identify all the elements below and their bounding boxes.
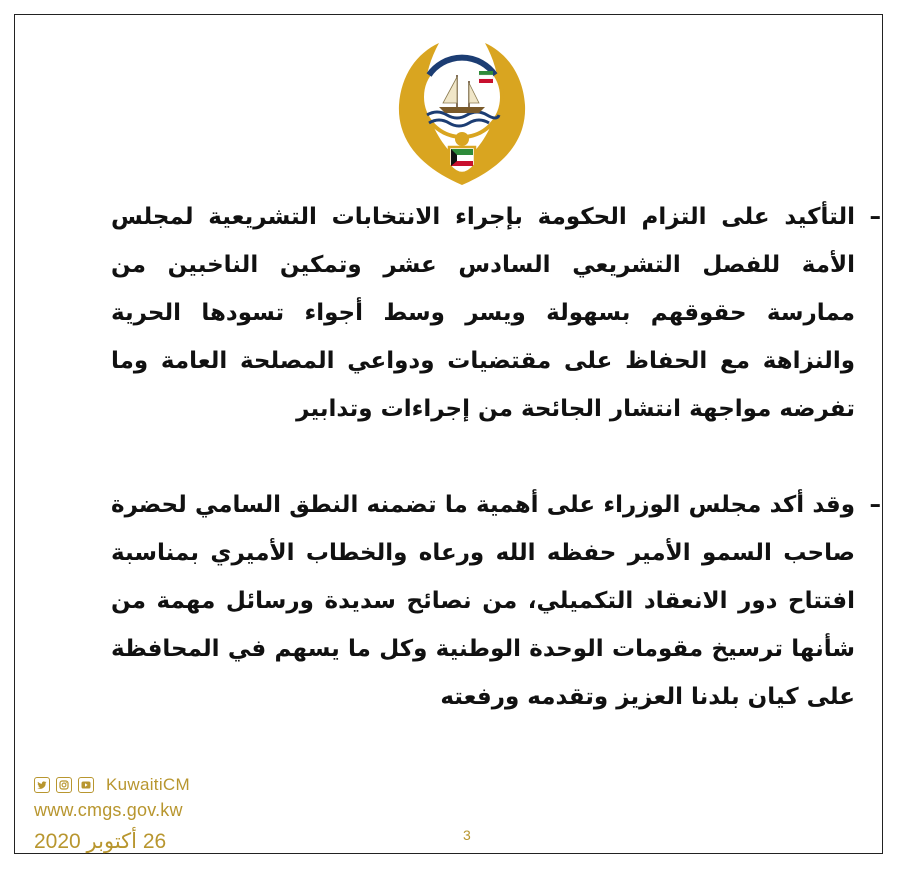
youtube-icon[interactable]	[78, 777, 94, 793]
page-frame	[14, 14, 883, 854]
paragraph-elections	[111, 193, 881, 433]
instagram-icon[interactable]	[56, 777, 72, 793]
page-number: 3	[463, 827, 471, 843]
footer	[34, 774, 190, 854]
bullet-dash: –	[869, 204, 881, 230]
social-row	[34, 774, 190, 796]
paragraph-text: وقد أكد مجلس الوزراء على أهمية ما تضمنه النطق السامي لحضرة صاحب السمو الأمير حفظه الله ورعاه والخطاب الأميري بمناسبة افتتاح دور الانعقاد التكميلي، من نصائح سديدة ورسائل مهمة من شأنها ترسيخ مقومات الوحدة الوطنية وكل ما يسهم في المحافظة على كيان بلدنا العزيز وتقدمه ورفعته	[111, 492, 855, 710]
social-handle[interactable]: KuwaitiCM	[106, 775, 190, 794]
twitter-icon[interactable]	[34, 777, 50, 793]
statement-body	[111, 193, 881, 721]
paragraph-speech	[111, 481, 881, 721]
paragraph-text: التأكيد على التزام الحكومة بإجراء الانتخابات التشريعية لمجلس الأمة للفصل التشريعي السادس عشر وتمكين الناخبين من ممارسة حقوقهم بسهولة ويسر وسط أجواء تسودها الحرية والنزاهة مع الحفاظ على مقتضيات ودواعي المصلحة العامة وما تفرضه مواجهة انتشار الجائحة من إجراءات وتدابير	[111, 204, 855, 422]
website-link[interactable]: www.cmgs.gov.kw	[34, 800, 183, 820]
kuwait-cabinet-emblem	[387, 35, 537, 193]
publication-date: 26 أكتوبر 2020	[34, 830, 167, 853]
bullet-dash: –	[869, 492, 881, 518]
